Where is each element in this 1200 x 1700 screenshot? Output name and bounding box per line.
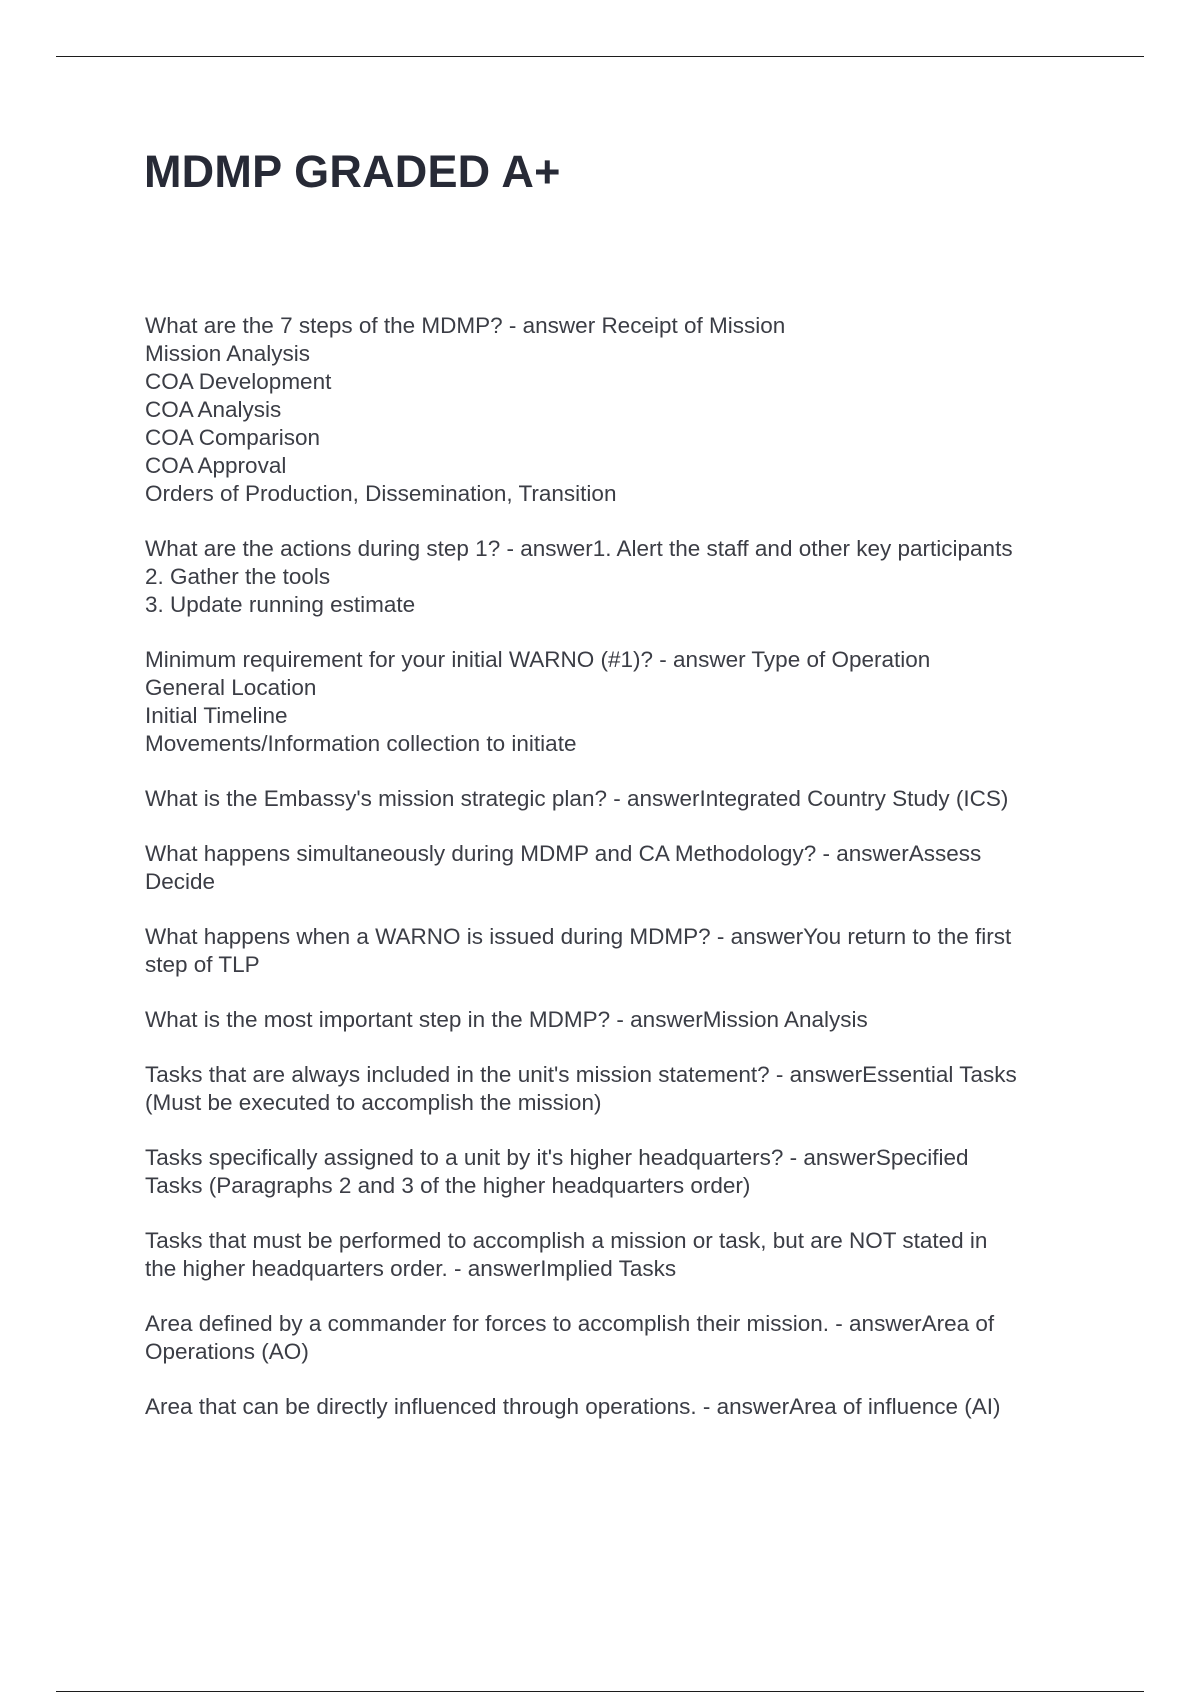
- qa-entry: What happens simultaneously during MDMP and CA Methodology? - answerAssess Decide: [145, 841, 982, 894]
- qa-entry: Tasks that must be performed to accomplish a mission or task, but are NOT stated in the higher headquarters order. - answerImplied Tasks: [145, 1228, 988, 1281]
- qa-entry: What are the 7 steps of the MDMP? - answer Receipt of Mission Mission Analysis COA Development COA Analysis COA Comparison COA Approval Orders of Production, Dissemination, Transition: [145, 313, 786, 506]
- qa-entry: Minimum requirement for your initial WARNO (#1)? - answer Type of Operation General Location Initial Timeline Movements/Information collection to initiate: [145, 647, 931, 756]
- bottom-divider: [56, 1691, 1144, 1692]
- qa-entry: Area defined by a commander for forces to accomplish their mission. - answerArea of Operations (AO): [145, 1311, 995, 1364]
- qa-entry: Tasks that are always included in the unit's mission statement? - answerEssential Tasks (Must be executed to accomplish the mission): [145, 1062, 1017, 1115]
- document-title: MDMP GRADED A+: [144, 146, 561, 197]
- top-divider: [56, 56, 1144, 57]
- qa-entry: Area that can be directly influenced through operations. - answerArea of influence (AI): [145, 1394, 1001, 1419]
- qa-entry: What is the most important step in the MDMP? - answerMission Analysis: [145, 1007, 868, 1032]
- qa-entry: What are the actions during step 1? - answer1. Alert the staff and other key participants 2. Gather the tools 3. Update running estimate: [145, 536, 1013, 617]
- qa-entry: What happens when a WARNO is issued during MDMP? - answerYou return to the first step of TLP: [145, 924, 1012, 977]
- qa-entry: Tasks specifically assigned to a unit by it's higher headquarters? - answerSpecified Tasks (Paragraphs 2 and 3 of the higher headquarters order): [145, 1145, 969, 1198]
- document-body: [145, 312, 1095, 1448]
- qa-entry: What is the Embassy's mission strategic plan? - answerIntegrated Country Study (ICS): [145, 786, 1009, 811]
